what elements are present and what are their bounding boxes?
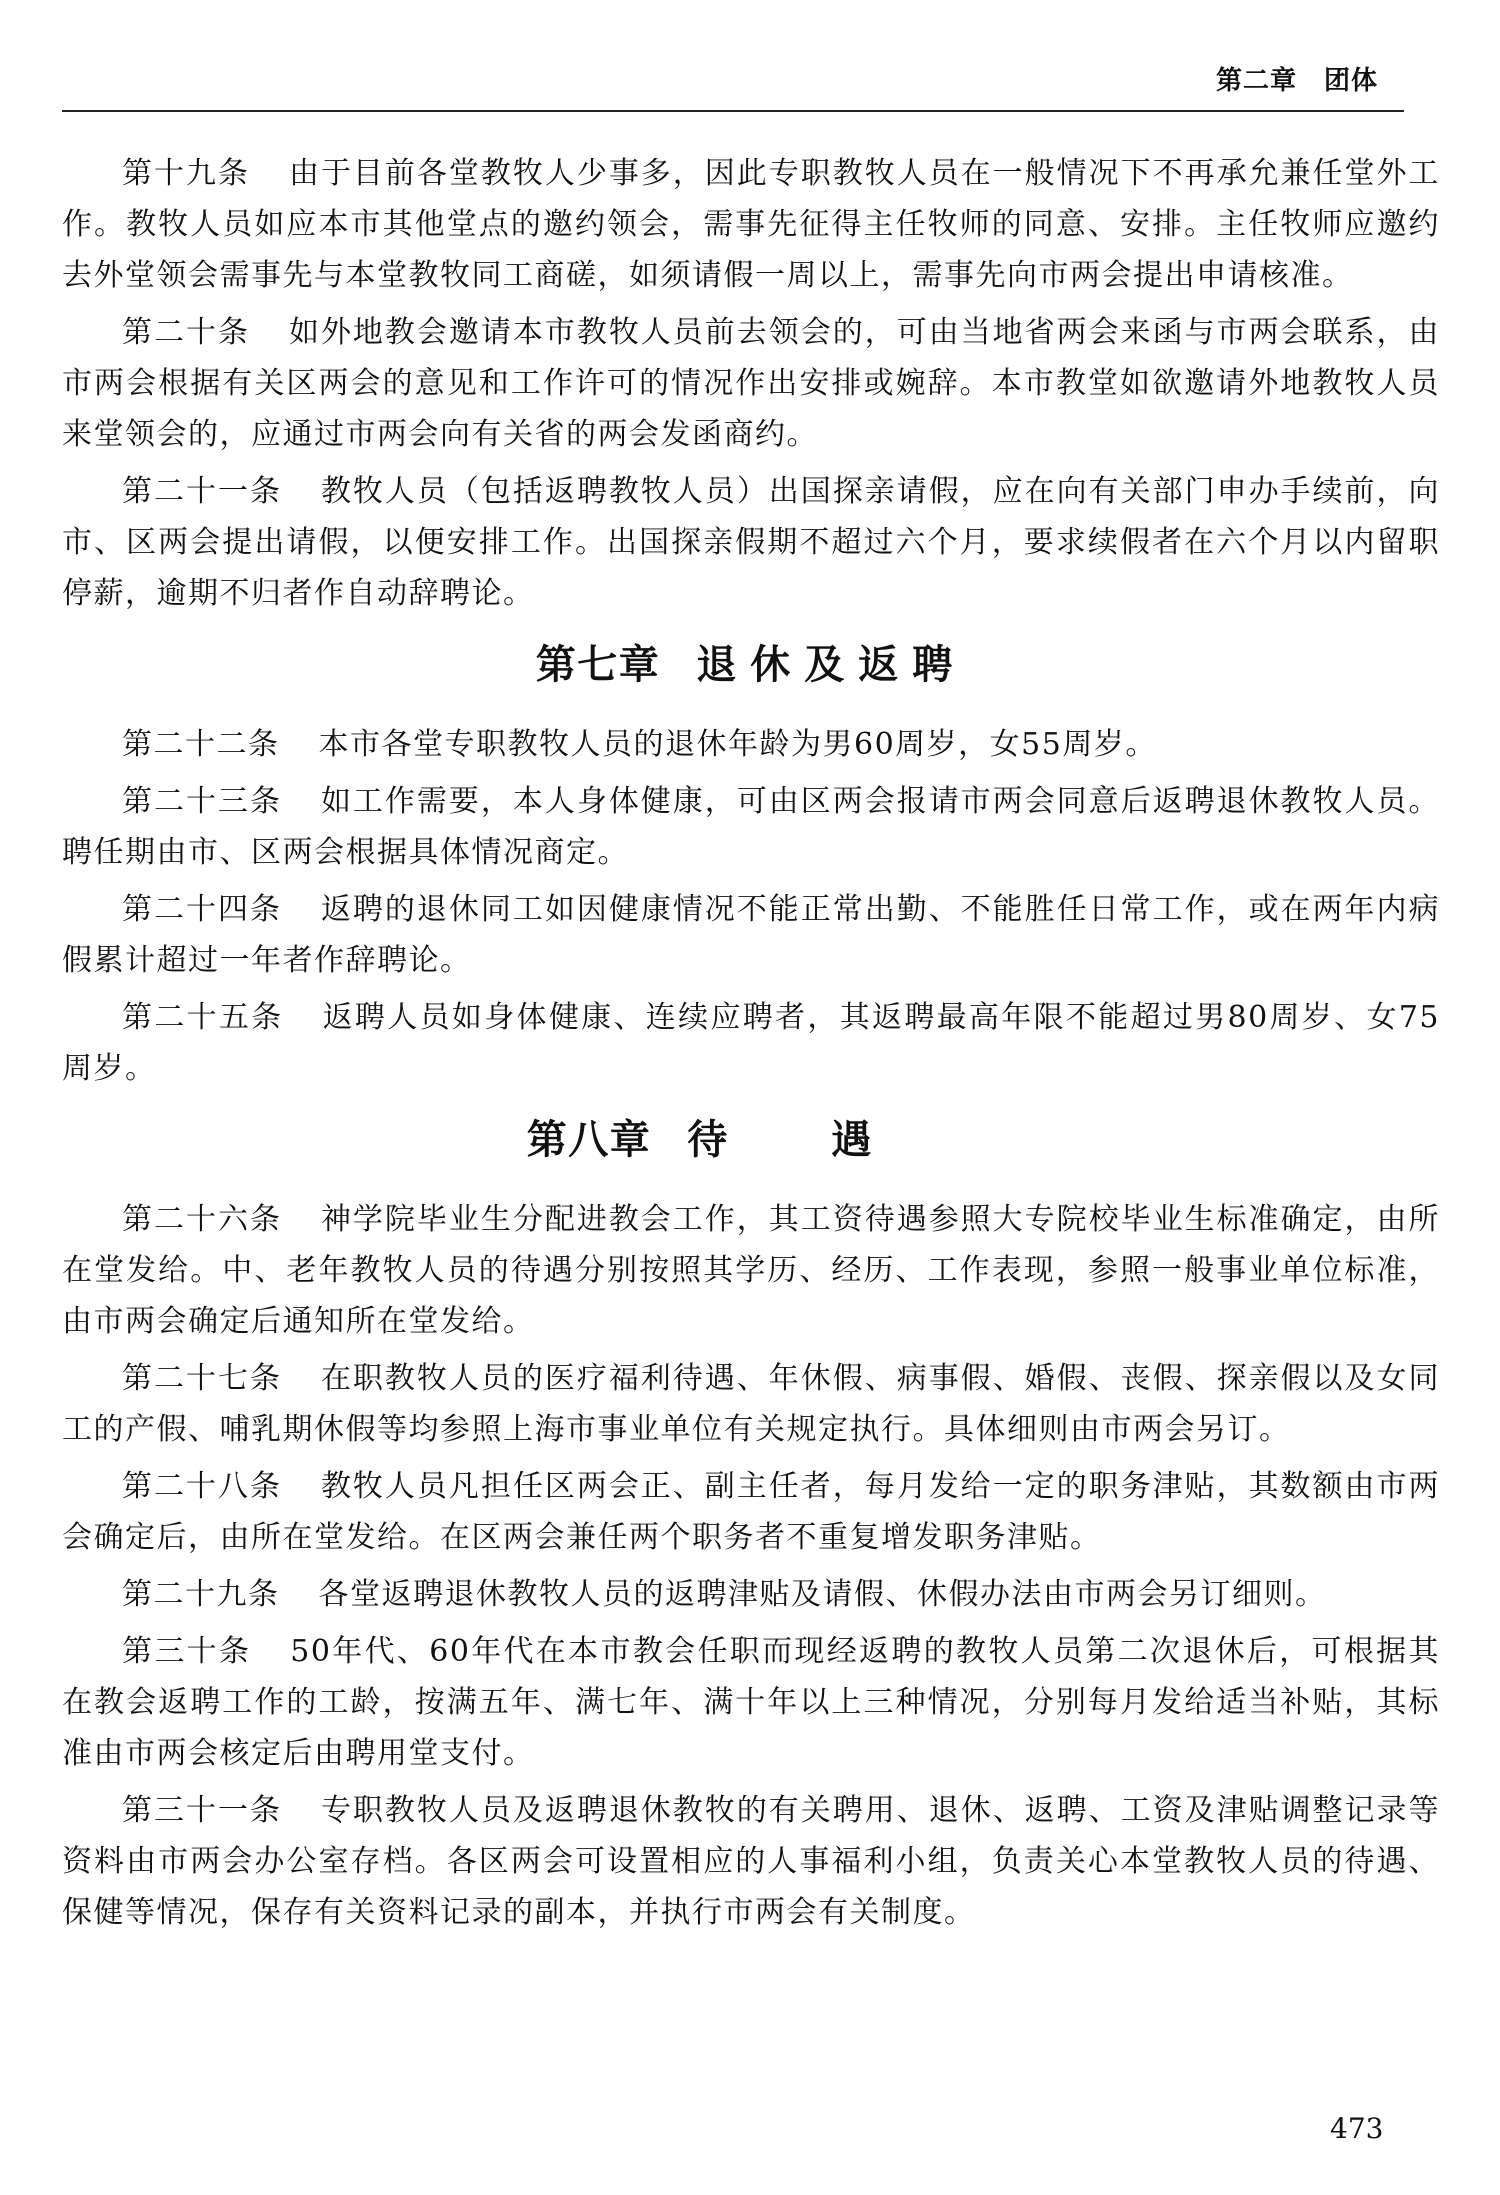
article-text: 各堂返聘退休教牧人员的返聘津贴及请假、休假办法由市两会另订细则。 (318, 1577, 1327, 1612)
page-body (62, 148, 1440, 1944)
page-number: 473 (1330, 2112, 1384, 2145)
article-number: 第二十六条 (122, 1202, 282, 1237)
article (62, 1353, 1440, 1455)
article-text: 如外地教会邀请本市教牧人员前去领会的，可由当地省两会来函与市两会联系，由市两会根据有关区两会的意见和工作许可的情况作出安排或婉辞。本市教堂如欲邀请外地教牧人员来堂领会的，应通过市两会向有关省的两会发函商约。 (62, 315, 1441, 452)
article-text: 返聘的退休同工如因健康情况不能正常出勤、不能胜任日常工作，或在两年内病假累计超过一年者作辞聘论。 (62, 892, 1441, 978)
article (62, 1569, 1440, 1620)
article-text: 教牧人员（包括返聘教牧人员）出国探亲请假，应在向有关部门申办手续前，向市、区两会提出请假，以便安排工作。出国探亲假期不超过六个月，要求续假者在六个月以内留职停薪，逾期不归者作自动辞聘论。 (62, 474, 1441, 611)
article-text: 本市各堂专职教牧人员的退休年龄为男60周岁，女55周岁。 (318, 727, 1157, 762)
article-number: 第二十三条 (122, 784, 282, 819)
article (62, 992, 1440, 1094)
article-text: 返聘人员如身体健康、连续应聘者，其返聘最高年限不能超过男80周岁、女75周岁。 (62, 1000, 1440, 1086)
article (62, 776, 1440, 878)
article-number: 第二十二条 (122, 727, 280, 762)
article-number: 第二十五条 (122, 1000, 284, 1035)
article-text: 如工作需要，本人身体健康，可由区两会报请市两会同意后返聘退休教牧人员。聘任期由市、区两会根据具体情况商定。 (62, 784, 1441, 870)
chapter-heading (62, 1110, 1440, 1170)
article (62, 148, 1440, 301)
article (62, 884, 1440, 986)
running-header: 第二章 团体 (1215, 66, 1378, 96)
article (62, 466, 1440, 619)
article (62, 1785, 1440, 1938)
chapter-number: 第八章 (526, 1117, 652, 1163)
article-number: 第二十条 (122, 315, 250, 350)
article (62, 1461, 1440, 1563)
article-number: 第二十八条 (122, 1469, 282, 1504)
article-text: 50年代、60年代在本市教会任职而现经返聘的教牧人员第二次退休后，可根据其在教会返聘工作的工龄，按满五年、满七年、满十年以上三种情况，分别每月发给适当补贴，其标准由市两会核定后由聘用堂支付。 (62, 1634, 1440, 1771)
article-number: 第二十七条 (122, 1361, 282, 1396)
article-text: 神学院毕业生分配进教会工作，其工资待遇参照大专院校毕业生标准确定，由所在堂发给。中、老年教牧人员的待遇分别按照其学历、经历、工作表现，参照一般事业单位标准，由市两会确定后通知所在堂发给。 (62, 1202, 1441, 1339)
article-number: 第二十九条 (122, 1577, 280, 1612)
chapter-title: 待遇 (687, 1117, 976, 1163)
header-rule (62, 110, 1404, 112)
article (62, 1626, 1440, 1779)
article-number: 第三十条 (122, 1634, 252, 1669)
article-text: 在职教牧人员的医疗福利待遇、年休假、病事假、婚假、丧假、探亲假以及女同工的产假、哺乳期休假等均参照上海市事业单位有关规定执行。具体细则由市两会另订。 (62, 1361, 1441, 1447)
article-number: 第十九条 (122, 156, 250, 191)
article-number: 第二十四条 (122, 892, 282, 927)
article-text: 专职教牧人员及返聘退休教牧的有关聘用、退休、返聘、工资及津贴调整记录等资料由市两会办公室存档。各区两会可设置相应的人事福利小组，负责关心本堂教牧人员的待遇、保健等情况，保存有关资料记录的副本，并执行市两会有关制度。 (62, 1793, 1441, 1930)
chapter-number: 第七章 (535, 642, 661, 688)
article-number: 第三十一条 (122, 1793, 282, 1828)
article (62, 1194, 1440, 1347)
chapter-heading (62, 635, 1440, 695)
article-text: 由于目前各堂教牧人少事多，因此专职教牧人员在一般情况下不再承允兼任堂外工作。教牧人员如应本市其他堂点的邀约领会，需事先征得主任牧师的同意、安排。主任牧师应邀约去外堂领会需事先与本堂教牧同工商磋，如须请假一周以上，需事先向市两会提出申请核准。 (62, 156, 1441, 293)
article (62, 307, 1440, 460)
article-number: 第二十一条 (122, 474, 282, 509)
article (62, 719, 1440, 770)
article-text: 教牧人员凡担任区两会正、副主任者，每月发给一定的职务津贴，其数额由市两会确定后，由所在堂发给。在区两会兼任两个职务者不重复增发职务津贴。 (62, 1469, 1441, 1555)
chapter-title: 退休及返聘 (696, 642, 967, 688)
